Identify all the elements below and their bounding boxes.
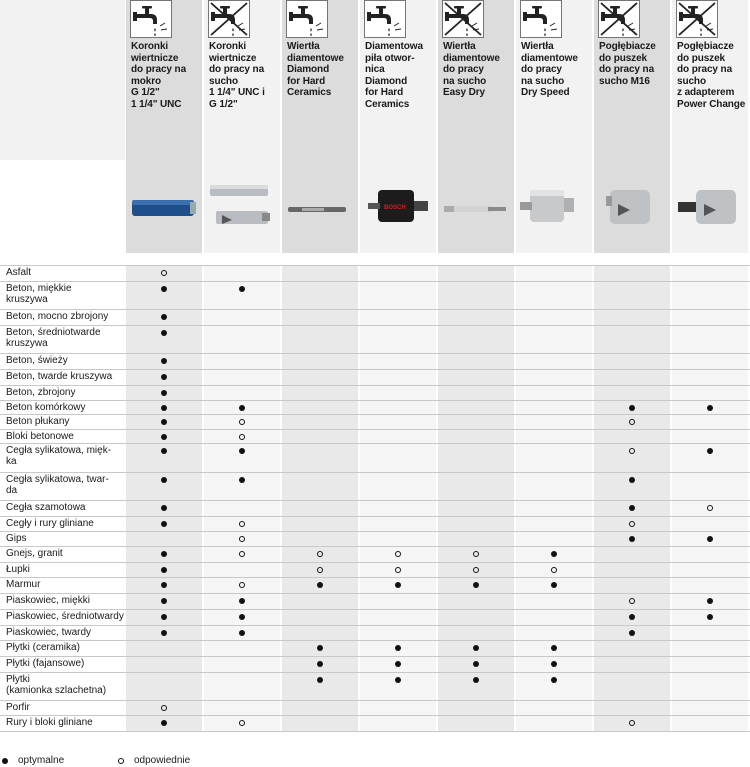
optimal-dot bbox=[161, 630, 167, 636]
row-divider bbox=[0, 625, 750, 626]
row-divider bbox=[0, 593, 750, 594]
optimal-dot bbox=[239, 614, 245, 620]
optimal-dot bbox=[629, 536, 635, 542]
optimal-dot bbox=[473, 677, 479, 683]
optimal-dot bbox=[551, 582, 557, 588]
box-cutter-power-change-image bbox=[672, 160, 748, 253]
optimal-dot bbox=[395, 677, 401, 683]
optimal-dot bbox=[161, 390, 167, 396]
row-divider bbox=[0, 472, 750, 473]
suitable-dot bbox=[239, 551, 245, 557]
row-label: Płytki (fajansowe) bbox=[6, 658, 85, 669]
row-divider bbox=[0, 281, 750, 282]
legend-optimal-label: optymalne bbox=[18, 755, 65, 766]
column-header-title: Koronki wiertnicze do pracy na sucho 1 1/4" UNC i G 1/2" bbox=[209, 41, 265, 110]
row-divider bbox=[0, 715, 750, 716]
optimal-dot bbox=[161, 521, 167, 527]
row-divider bbox=[0, 385, 750, 386]
optimal-dot bbox=[161, 314, 167, 320]
row-divider bbox=[0, 353, 750, 354]
row-label: Łupki bbox=[6, 564, 30, 575]
row-divider bbox=[0, 400, 750, 401]
legend-optimal-dot bbox=[2, 758, 8, 764]
row-label: Beton, średniotwarde kruszywa bbox=[6, 327, 101, 349]
optimal-dot bbox=[239, 477, 245, 483]
optimal-dot bbox=[161, 374, 167, 380]
svg-text:BOSCH: BOSCH bbox=[384, 205, 406, 211]
optimal-dot bbox=[161, 419, 167, 425]
no-water-faucet-icon bbox=[598, 0, 640, 43]
no-water-faucet-icon bbox=[442, 0, 484, 43]
optimal-dot bbox=[161, 405, 167, 411]
column-body-bg bbox=[672, 265, 748, 731]
suitable-dot bbox=[239, 419, 245, 425]
optimal-dot bbox=[551, 661, 557, 667]
row-label: Bloki betonowe bbox=[6, 431, 74, 442]
suitable-dot bbox=[395, 551, 401, 557]
row-label: Beton komórkowy bbox=[6, 402, 86, 413]
row-divider bbox=[0, 429, 750, 430]
suitable-dot bbox=[473, 567, 479, 573]
optimal-dot bbox=[473, 645, 479, 651]
optimal-dot bbox=[317, 661, 323, 667]
optimal-dot bbox=[239, 598, 245, 604]
row-label: Beton płukany bbox=[6, 416, 70, 427]
column-header-title: Pogłębiacze do puszek do pracy na sucho z adapterem Power Change bbox=[677, 41, 746, 110]
box-cutter-m16-image bbox=[594, 160, 670, 253]
row-divider bbox=[0, 672, 750, 673]
column-header-title: Diamentowa piła otwor- nica Diamond for Hard Ceramics bbox=[365, 41, 423, 110]
optimal-dot bbox=[239, 286, 245, 292]
row-divider bbox=[0, 562, 750, 563]
optimal-dot bbox=[395, 661, 401, 667]
easy-dry-bit-image bbox=[438, 160, 514, 253]
row-label: Cegły i rury gliniane bbox=[6, 518, 94, 529]
optimal-dot bbox=[707, 536, 713, 542]
optimal-dot bbox=[161, 551, 167, 557]
suitable-dot bbox=[707, 505, 713, 511]
suitable-dot bbox=[239, 536, 245, 542]
optimal-dot bbox=[629, 614, 635, 620]
column-body-bg bbox=[204, 265, 280, 731]
optimal-dot bbox=[317, 582, 323, 588]
row-label: Piaskowiec, miękki bbox=[6, 595, 90, 606]
row-divider bbox=[0, 414, 750, 415]
optimal-dot bbox=[161, 477, 167, 483]
row-label: Beton, miękkie kruszywa bbox=[6, 283, 72, 305]
optimal-dot bbox=[473, 661, 479, 667]
row-label: Piaskowiec, średniotwardy bbox=[6, 611, 124, 622]
optimal-dot bbox=[161, 720, 167, 726]
row-label: Porfir bbox=[6, 702, 30, 713]
column-body-bg bbox=[594, 265, 670, 731]
suitable-dot bbox=[395, 567, 401, 573]
legend-suitable-label: odpowiednie bbox=[134, 755, 191, 766]
optimal-dot bbox=[161, 330, 167, 336]
diamond-drill-bit-image bbox=[282, 160, 358, 253]
row-label: Cegła sylikatowa, twar- da bbox=[6, 474, 109, 496]
optimal-dot bbox=[317, 677, 323, 683]
optimal-dot bbox=[161, 567, 167, 573]
optimal-dot bbox=[239, 630, 245, 636]
optimal-dot bbox=[707, 448, 713, 454]
row-label: Beton, zbrojony bbox=[6, 387, 76, 398]
optimal-dot bbox=[707, 598, 713, 604]
legend-suitable-dot bbox=[118, 758, 124, 764]
optimal-dot bbox=[161, 448, 167, 454]
optimal-dot bbox=[161, 505, 167, 511]
water-faucet-icon bbox=[286, 0, 328, 43]
row-label: Cegła szamotowa bbox=[6, 502, 86, 513]
optimal-dot bbox=[551, 645, 557, 651]
water-faucet-icon bbox=[520, 0, 562, 43]
optimal-dot bbox=[395, 582, 401, 588]
optimal-dot bbox=[239, 405, 245, 411]
row-label: Beton, świeży bbox=[6, 355, 68, 366]
no-water-faucet-icon bbox=[676, 0, 718, 43]
row-divider bbox=[0, 531, 750, 532]
wet-core-bit-image bbox=[126, 160, 202, 253]
row-divider bbox=[0, 656, 750, 657]
row-label: Piaskowiec, twardy bbox=[6, 627, 92, 638]
dry-core-bits-image bbox=[204, 160, 280, 253]
row-divider bbox=[0, 546, 750, 547]
diamond-hole-saw-image bbox=[360, 160, 436, 253]
column-header-title: Pogłębiacze do puszek do pracy na sucho M16 bbox=[599, 41, 656, 87]
row-divider bbox=[0, 577, 750, 578]
no-water-faucet-icon bbox=[208, 0, 250, 43]
suitable-dot bbox=[629, 720, 635, 726]
optimal-dot bbox=[629, 477, 635, 483]
row-divider bbox=[0, 265, 750, 266]
row-divider bbox=[0, 731, 750, 732]
row-divider bbox=[0, 640, 750, 641]
optimal-dot bbox=[161, 614, 167, 620]
row-divider bbox=[0, 500, 750, 501]
optimal-dot bbox=[707, 405, 713, 411]
optimal-dot bbox=[161, 358, 167, 364]
optimal-dot bbox=[161, 434, 167, 440]
column-header-title: Koronki wiertnicze do pracy na mokro G 1/2" 1 1/4" UNC bbox=[131, 41, 187, 110]
water-faucet-icon bbox=[130, 0, 172, 43]
optimal-dot bbox=[629, 630, 635, 636]
row-label: Beton, twarde kruszywa bbox=[6, 371, 113, 382]
suitable-dot bbox=[239, 521, 245, 527]
row-label: Gips bbox=[6, 533, 27, 544]
suitable-dot bbox=[161, 270, 167, 276]
suitable-dot bbox=[629, 521, 635, 527]
row-divider bbox=[0, 443, 750, 444]
row-label: Płytki (ceramika) bbox=[6, 642, 80, 653]
suitable-dot bbox=[317, 567, 323, 573]
row-label: Rury i bloki gliniane bbox=[6, 717, 93, 728]
suitable-dot bbox=[239, 582, 245, 588]
optimal-dot bbox=[707, 614, 713, 620]
suitable-dot bbox=[239, 434, 245, 440]
optimal-dot bbox=[161, 286, 167, 292]
optimal-dot bbox=[317, 645, 323, 651]
column-header-title: Wiertła diamentowe do pracy na sucho Dry Speed bbox=[521, 41, 578, 98]
optimal-dot bbox=[629, 505, 635, 511]
label-header-bg bbox=[0, 0, 125, 160]
optimal-dot bbox=[239, 448, 245, 454]
row-divider bbox=[0, 325, 750, 326]
row-divider bbox=[0, 700, 750, 701]
row-divider bbox=[0, 309, 750, 310]
suitable-dot bbox=[629, 598, 635, 604]
suitable-dot bbox=[629, 419, 635, 425]
suitable-dot bbox=[239, 720, 245, 726]
row-divider bbox=[0, 609, 750, 610]
row-label: Płytki (kamionka szlachetna) bbox=[6, 674, 107, 696]
optimal-dot bbox=[551, 551, 557, 557]
optimal-dot bbox=[551, 677, 557, 683]
row-divider bbox=[0, 516, 750, 517]
suitable-dot bbox=[317, 551, 323, 557]
water-faucet-icon bbox=[364, 0, 406, 43]
suitable-dot bbox=[551, 567, 557, 573]
dry-speed-bit-image bbox=[516, 160, 592, 253]
row-label: Beton, mocno zbrojony bbox=[6, 311, 109, 322]
suitable-dot bbox=[161, 705, 167, 711]
row-label: Cegła sylikatowa, mięk- ka bbox=[6, 445, 112, 467]
optimal-dot bbox=[629, 405, 635, 411]
suitable-dot bbox=[629, 448, 635, 454]
optimal-dot bbox=[395, 645, 401, 651]
row-label: Marmur bbox=[6, 579, 41, 590]
column-header-title: Wiertła diamentowe Diamond for Hard Ceramics bbox=[287, 41, 344, 98]
row-label: Asfalt bbox=[6, 267, 32, 278]
optimal-dot bbox=[473, 582, 479, 588]
column-header-title: Wiertła diamentowe do pracy na sucho Easy Dry bbox=[443, 41, 500, 98]
optimal-dot bbox=[161, 598, 167, 604]
row-label: Gnejs, granit bbox=[6, 548, 63, 559]
row-divider bbox=[0, 369, 750, 370]
suitable-dot bbox=[473, 551, 479, 557]
optimal-dot bbox=[161, 582, 167, 588]
